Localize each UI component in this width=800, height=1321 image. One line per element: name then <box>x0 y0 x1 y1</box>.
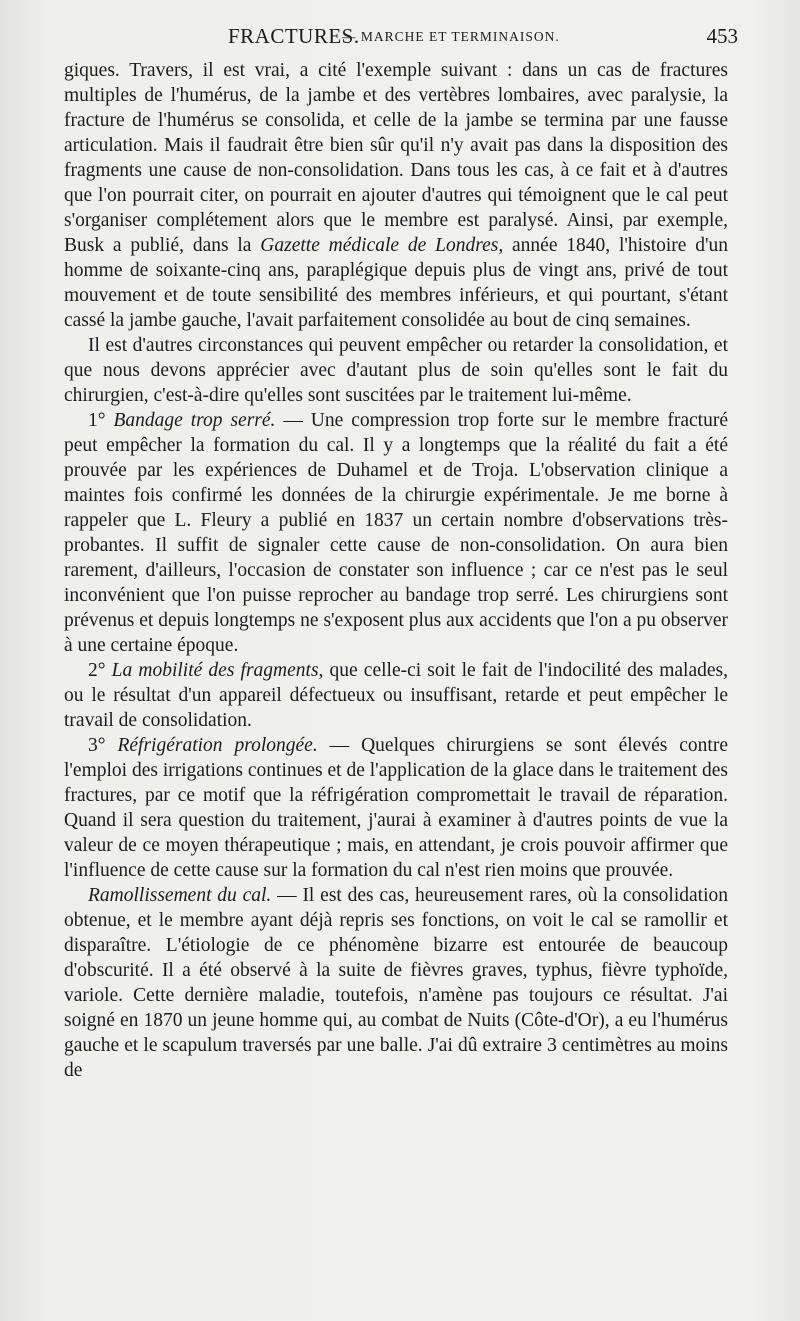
paragraph-mobility: 2° La mobilité des fragments, que celle-ci soit le fait de l'indocilité des malades, ou le résultat d'un appareil défectueux ou insuffisant, retarde et peut empêcher le travail de consolidation. <box>64 660 728 731</box>
running-header <box>60 24 740 54</box>
heading-ramollissement: Ramollissement du cal. <box>88 885 272 906</box>
heading-bandage: Bandage trop serré. <box>113 410 276 431</box>
paragraph-ramollissement: Ramollissement du cal. — Il est des cas, heureusement rares, où la consolidation obtenue, et le membre ayant déjà repris ses fonctions, on voit le cal se ramollir et disparaître. L'étiologie de ce phénomène bizarre est entourée de beaucoup d'obscurité. Il a été observé à la suite de fièvres graves, typhus, fièvre typhoïde, variole. Cette dernière maladie, toutefois, n'amène pas toujours ce résultat. J'ai soigné en 1870 un jeune homme qui, au combat de Nuits (Côte-d'Or), a eu l'humérus gauche et le scapulum traversés par une balle. J'ai dû extraire 3 centimètres au moins de <box>64 885 728 1081</box>
paragraph-refrigeration: 3° Réfrigération prolongée. — Quelques chirurgiens se sont élevés contre l'emploi des irrigations continues et de l'application de la glace dans le traitement des fractures, par ce motif que la réfrigération compromettait le travail de réparation. Quand il sera question du traitement, j'aurai à examiner à d'autres points de vue la valeur de ce moyen thérapeutique ; mais, en attendant, je crois pouvoir affirmer que l'influence de cette cause sur la formation du cal n'est rien moins que prouvée. <box>64 735 728 881</box>
heading-refrigeration: Réfrigération prolongée. <box>117 735 318 756</box>
heading-mobility: La mobilité des fragments <box>111 660 319 681</box>
paragraph-paralysis: giques. Travers, il est vrai, a cité l'exemple suivant : dans un cas de fractures multiples de l'humérus, de la jambe et des vertèbres lombaires, avec paralysie, la fracture de l'humérus se consolida, et celle de la jambe se termina par une fausse articulation. Mais il faudrait être bien sûr qu'il n'y avait pas dans la disposition des fragments une cause de non-consolidation. Dans tous les cas, à ce fait et à d'autres que l'on pourrait citer, on pourrait en ajouter d'autres qui témoignent que le cal peut s'organiser complétement alors que le membre est paralysé. Ainsi, par exemple, Busk a publié, dans la Gazette médicale de Londres, année 1840, l'histoire d'un homme de soixante-cinq ans, paraplégique depuis plus de vingt ans, privé de tout mouvement et de toute sensibilité des membres inférieurs, et qui pourtant, s'étant cassé la jambe gauche, l'avait parfaitement consolidée au bout de cinq semaines. <box>64 60 729 331</box>
paragraph-circumstances: Il est d'autres circonstances qui peuvent empêcher ou retarder la consolidation, et que nous devons apprécier avec d'autant plus de soin qu'elles sont le fait du chirurgien, c'est-à-dire qu'elles sont suscitées par le traitement lui-même. <box>64 335 728 406</box>
journal-title: Gazette médicale de Londres <box>260 235 499 256</box>
body-text <box>64 58 728 1083</box>
header-title: FRACTURES. <box>228 24 360 48</box>
paragraph-bandage: 1° Bandage trop serré. — Une compression trop forte sur le membre fracturé peut empêcher la formation du cal. Il y a longtemps que la réalité du fait a été prouvée par les expériences de Duhamel et de Troja. L'observation clinique a maintes fois confirmé les données de la chirurgie expérimentale. Je me borne à rappeler que L. Fleury a publié en 1837 un certain nombre d'observations très-probantes. Il suffit de signaler cette cause de non-consolidation. On aura bien rarement, d'ailleurs, l'occasion de constater son influence ; car ce n'est pas le seul inconvénient que l'on puisse reprocher au bandage trop serré. Les chirurgiens sont prévenus et depuis longtemps ne s'exposent plus aux accidents que l'on a pu observer à une certaine époque. <box>64 410 728 656</box>
page-number: 453 <box>706 24 738 48</box>
header-subtitle: — MARCHE ET TERMINAISON. <box>342 29 560 44</box>
